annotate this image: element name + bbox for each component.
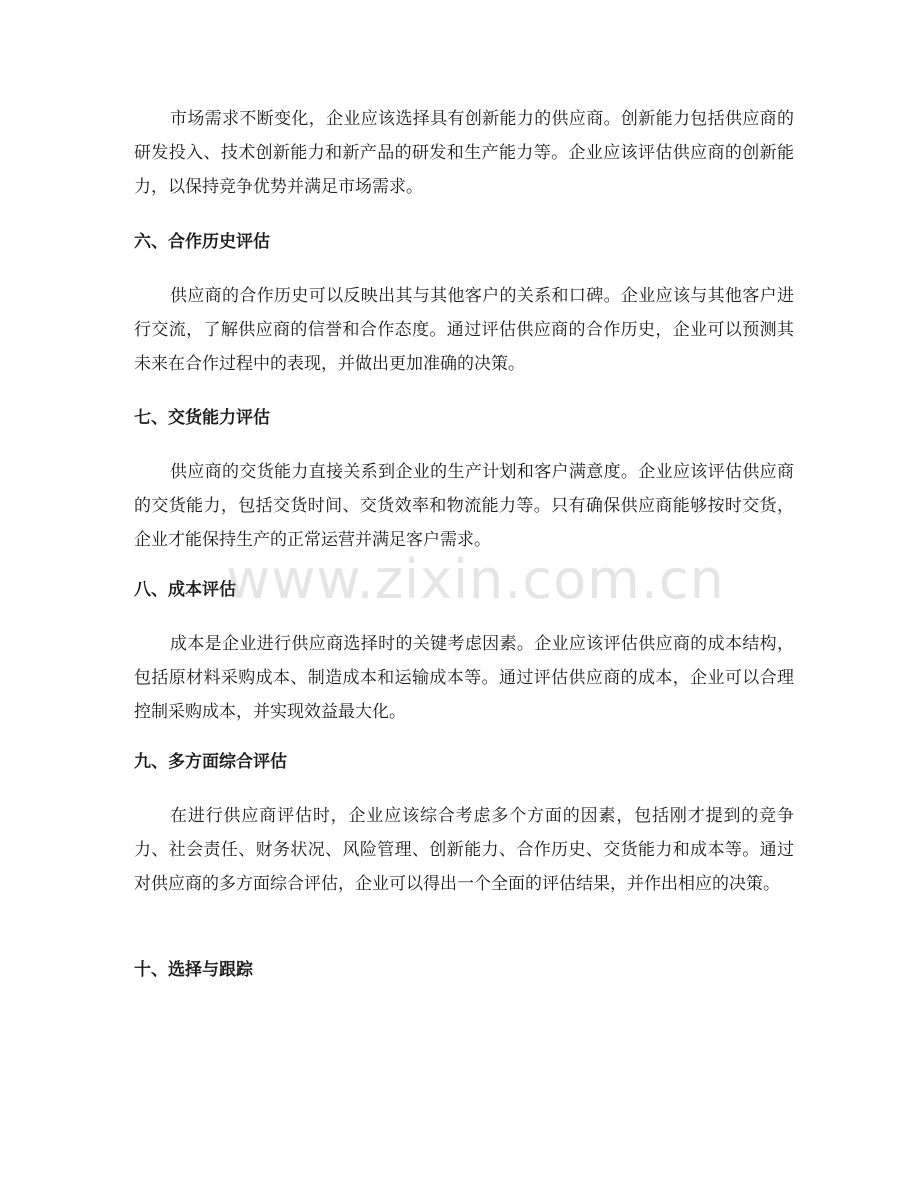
heading-cooperation-history: 六、合作历史评估 <box>134 232 270 252</box>
heading-selection-tracking: 十、选择与跟踪 <box>134 960 253 980</box>
heading-cost: 八、成本评估 <box>134 580 236 600</box>
paragraph-comprehensive: 在进行供应商评估时，企业应该综合考虑多个方面的因素，包括刚才提到的竞争力、社会责任、财务状况、风险管理、创新能力、合作历史、交货能力和成本等。通过对供应商的多方面综合评估，企业可以得出一个全面的评估结果，并作出相应的决策。 <box>134 806 794 894</box>
heading-comprehensive: 九、多方面综合评估 <box>134 752 287 772</box>
paragraph-delivery-capability: 供应商的交货能力直接关系到企业的生产计划和客户满意度。企业应该评估供应商的交货能力，包括交货时间、交货效率和物流能力等。只有确保供应商能够按时交货，企业才能保持生产的正常运营并满足客户需求。 <box>134 462 794 550</box>
paragraph-innovation: 市场需求不断变化，企业应该选择具有创新能力的供应商。创新能力包括供应商的研发投入、技术创新能力和新产品的研发和生产能力等。企业应该评估供应商的创新能力，以保持竞争优势并满足市场需求。 <box>134 109 794 197</box>
heading-delivery-capability: 七、交货能力评估 <box>134 408 270 428</box>
paragraph-cooperation-history: 供应商的合作历史可以反映出其与其他客户的关系和口碑。企业应该与其他客户进行交流，了解供应商的信誉和合作态度。通过评估供应商的合作历史，企业可以预测其未来在合作过程中的表现，并做出更加准确的决策。 <box>134 286 794 374</box>
watermark-text: www.zixin.com.cn <box>226 548 725 611</box>
paragraph-cost: 成本是企业进行供应商选择时的关键考虑因素。企业应该评估供应商的成本结构，包括原材料采购成本、制造成本和运输成本等。通过评估供应商的成本，企业可以合理控制采购成本，并实现效益最大化。 <box>134 634 794 722</box>
